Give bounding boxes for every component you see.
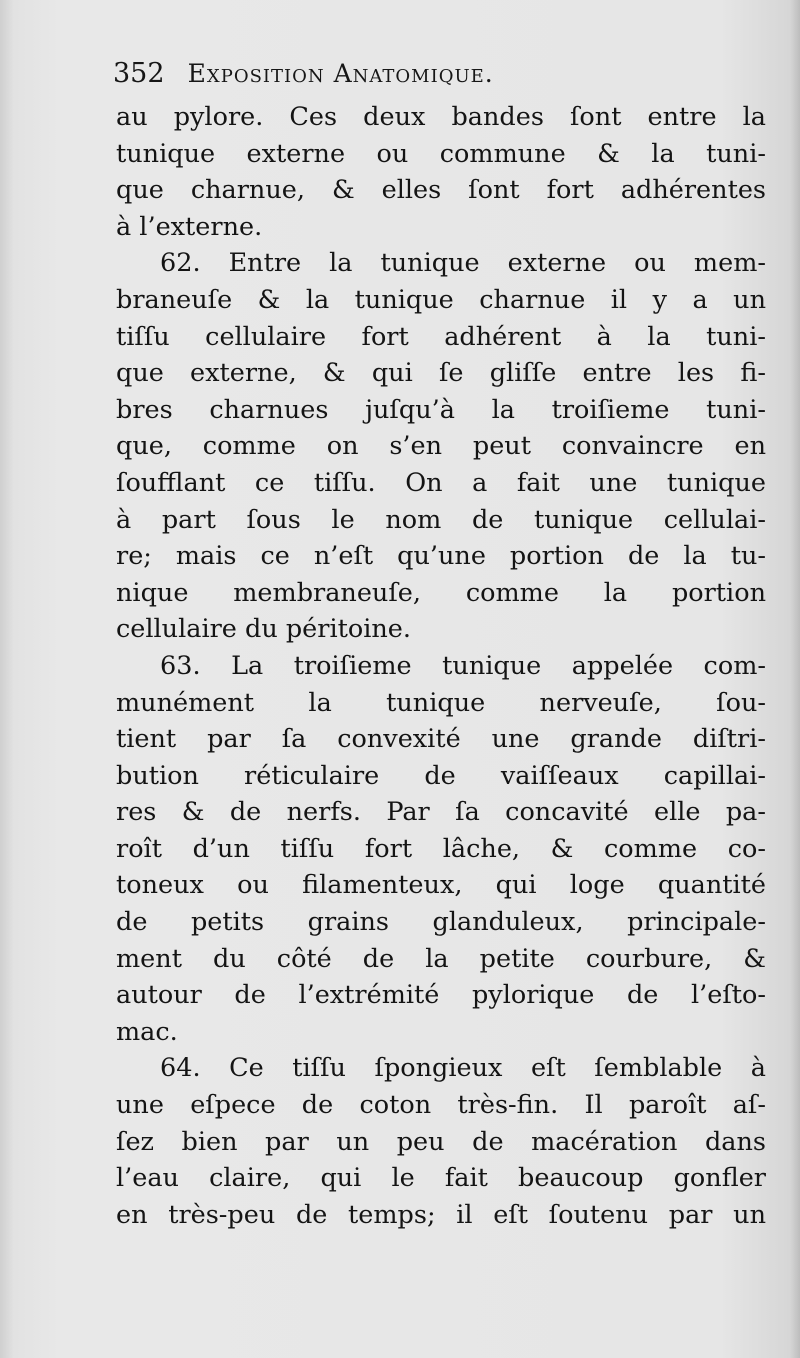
text-line: ſez bien par un peu de macération dans: [116, 1126, 766, 1157]
text-line: re; mais ce n’eſt qu’une portion de la tu-: [116, 541, 766, 572]
text-line: en très-peu de temps; il eſt ſoutenu par un: [116, 1199, 766, 1230]
text-line: bution réticulaire de vaiſſeaux capillai-: [116, 760, 766, 791]
text-line: munément la tunique nerveuſe, ſou-: [116, 687, 766, 718]
body-text: [116, 99, 766, 1233]
text-line: une eſpece de coton très-fin. Il paroît aſ-: [116, 1090, 766, 1121]
text-line: que, comme on s’en peut convaincre en: [116, 431, 766, 462]
text-line: à l’externe.: [116, 211, 263, 242]
text-line: cellulaire du péritoine.: [116, 614, 411, 645]
text-line: tunique externe ou commune & la tuni-: [116, 138, 766, 169]
text-line: 62. Entre la tunique externe ou mem-: [160, 248, 766, 279]
text-line: braneuſe & la tunique charnue il y a un: [116, 284, 766, 315]
text-line: nique membraneuſe, comme la portion: [116, 577, 766, 608]
text-line: tiſſu cellulaire fort adhérent à la tuni-: [116, 321, 766, 352]
text-line: à part ſous le nom de tunique cellulai-: [116, 504, 766, 535]
running-title: Exposition Anatomique.: [187, 59, 494, 88]
text-line: que externe, & qui ſe gliſſe entre les fi-: [116, 358, 766, 389]
text-line: autour de l’extrémité pylorique de l’eſto-: [116, 980, 766, 1011]
page-number: 352: [113, 58, 165, 89]
text-line: l’eau claire, qui le fait beaucoup gonfler: [116, 1163, 766, 1194]
text-line: bres charnues juſqu’à la troiſieme tuni-: [116, 394, 766, 425]
text-line: roît d’un tiſſu fort lâche, & comme co-: [116, 833, 766, 864]
page-header: [113, 58, 494, 89]
text-line: toneux ou filamenteux, qui loge quantité: [116, 870, 766, 901]
text-line: que charnue, & elles ſont fort adhérentes: [116, 175, 766, 206]
text-line: mac.: [116, 1016, 178, 1047]
text-line: 63. La troiſieme tunique appelée com-: [160, 650, 766, 681]
text-line: res & de nerfs. Par ſa concavité elle pa-: [116, 797, 766, 828]
text-line: ment du côté de la petite courbure, &: [116, 943, 766, 974]
text-line: 64. Ce tiſſu ſpongieux eſt ſemblable à: [160, 1053, 766, 1084]
text-line: tient par ſa convexité une grande diſtri-: [116, 724, 766, 755]
text-line: ſoufflant ce tiſſu. On a fait une tunique: [116, 467, 766, 498]
text-line: au pylore. Ces deux bandes ſont entre la: [116, 102, 766, 132]
text-line: de petits grains glanduleux, principale-: [116, 907, 766, 938]
